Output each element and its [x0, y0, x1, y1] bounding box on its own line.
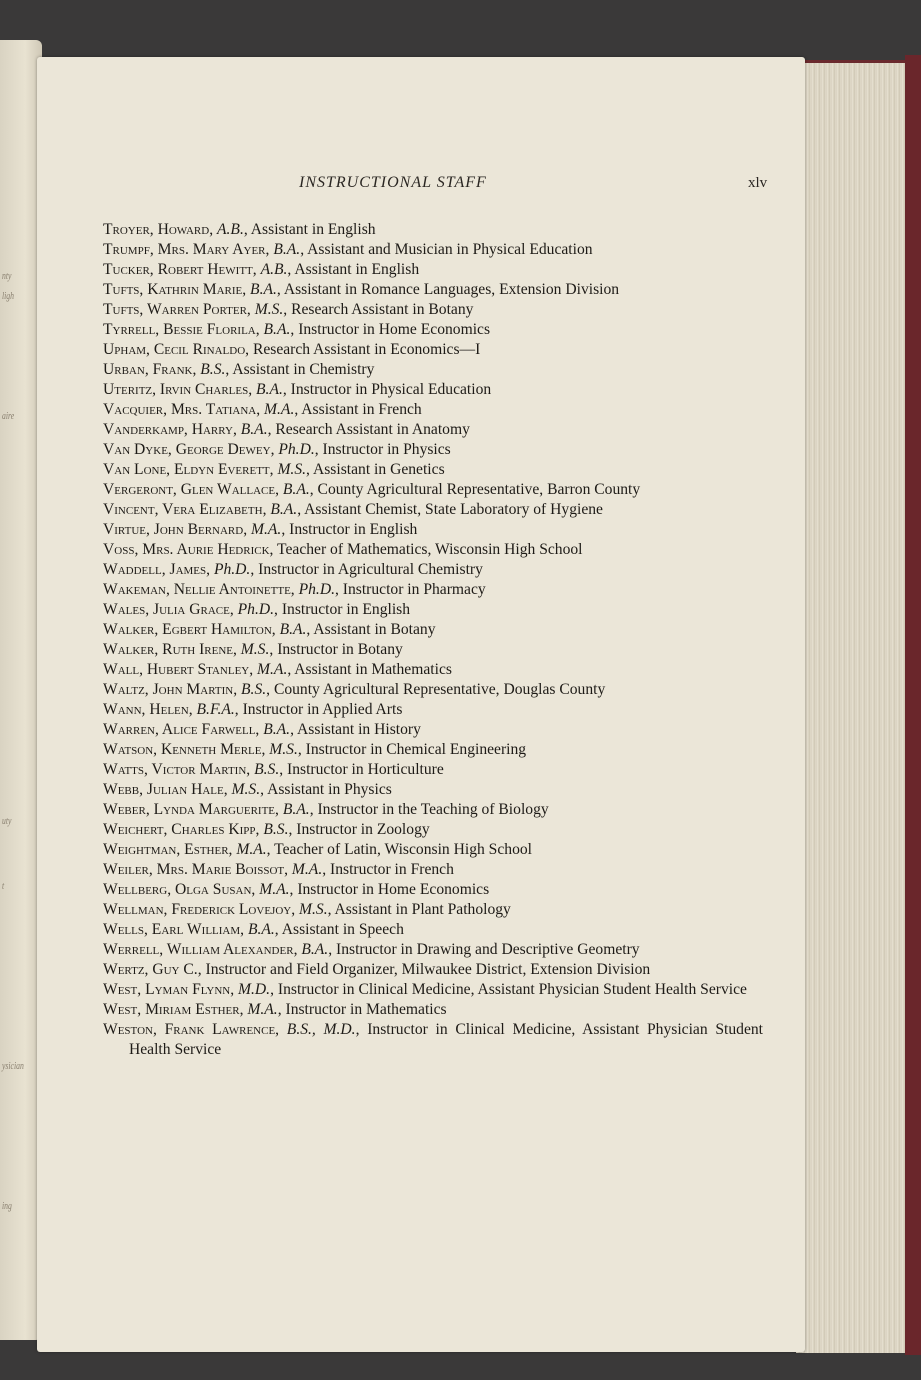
- staff-degree: M.S.: [231, 781, 261, 798]
- staff-role: Instructor in Home Economics: [298, 321, 491, 338]
- staff-role: Assistant in History: [297, 721, 421, 738]
- staff-role: Instructor in Mathematics: [285, 1001, 447, 1018]
- staff-role: Research Assistant in Economics—I: [252, 341, 481, 358]
- staff-entry: Tufts, Warren Porter, M.S., Research Assistant in Botany: [103, 301, 474, 318]
- staff-role: Assistant Chemist, State Laboratory of Hygiene: [304, 501, 603, 518]
- staff-name: Van Lone, Eldyn Everett: [103, 461, 270, 478]
- staff-name: West, Miriam Esther: [103, 1001, 240, 1018]
- left-page-fragment: t: [2, 880, 5, 892]
- staff-degree: M.A.: [291, 861, 323, 878]
- staff-role: Research Assistant in Botany: [291, 301, 474, 318]
- book-page-edges: [796, 60, 921, 1353]
- staff-role: Assistant in French: [301, 401, 422, 418]
- staff-degree: B.A.: [282, 481, 310, 498]
- staff-entry: West, Lyman Flynn, M.D., Instructor in Clinical Medicine, Assistant Physician Student Health Service: [103, 981, 747, 998]
- staff-role: Instructor in Botany: [277, 641, 403, 658]
- staff-entry: West, Miriam Esther, M.A., Instructor in Mathematics: [103, 1001, 447, 1018]
- book-page: [37, 57, 805, 1352]
- staff-name: Wakeman, Nellie Antoinette: [103, 581, 291, 598]
- staff-degree: M.S.: [254, 301, 284, 318]
- staff-degree: A.B.: [260, 261, 288, 278]
- staff-entry: Wall, Hubert Stanley, M.A., Assistant in Mathematics: [103, 661, 452, 678]
- staff-role: Teacher of Latin, Wisconsin High School: [274, 841, 533, 858]
- staff-role: Instructor in Chemical Engineering: [305, 741, 527, 758]
- staff-entry: Van Dyke, George Dewey, Ph.D., Instructor in Physics: [103, 441, 451, 458]
- staff-entry: Vergeront, Glen Wallace, B.A., County Agricultural Representative, Barron County: [103, 481, 641, 498]
- staff-entry: Vanderkamp, Harry, B.A., Research Assistant in Anatomy: [103, 421, 470, 438]
- staff-name: Vincent, Vera Elizabeth: [103, 501, 263, 518]
- staff-name: Tyrrell, Bessie Florila: [103, 321, 256, 338]
- staff-degree: B.S.: [263, 821, 289, 838]
- staff-role: Teacher of Mathematics, Wisconsin High School: [277, 541, 583, 558]
- staff-name: Wann, Helen: [103, 701, 189, 718]
- staff-name: Wertz, Guy C.: [103, 961, 198, 978]
- staff-degree: B.A.: [250, 281, 277, 298]
- staff-role: Assistant in Genetics: [312, 461, 445, 478]
- staff-role: Instructor in Drawing and Descriptive Geometry: [336, 941, 640, 958]
- staff-degree: B.A.: [247, 921, 275, 938]
- staff-name: Weiler, Mrs. Marie Boissot: [103, 861, 285, 878]
- staff-degree: Ph.D.: [237, 601, 275, 618]
- staff-name: Weichert, Charles Kipp: [103, 821, 256, 838]
- staff-role: Assistant in Speech: [281, 921, 404, 938]
- staff-degree: M.A.: [257, 661, 288, 678]
- staff-role: Instructor in Zoology: [296, 821, 430, 838]
- staff-name: Waltz, John Martin: [103, 681, 234, 698]
- staff-degree: B.A.: [263, 721, 291, 738]
- staff-role: Assistant in Mathematics: [294, 661, 452, 678]
- staff-entry: Waddell, James, Ph.D., Instructor in Agricultural Chemistry: [103, 561, 483, 578]
- staff-degree: B.S.: [200, 361, 226, 378]
- staff-name: Waddell, James: [103, 561, 207, 578]
- staff-name: Tucker, Robert Hewitt: [103, 261, 253, 278]
- staff-entry: Warren, Alice Farwell, B.A., Assistant in History: [103, 721, 421, 738]
- staff-name: Voss, Mrs. Aurie Hedrick: [103, 541, 270, 558]
- staff-role: Assistant in English: [250, 221, 376, 238]
- staff-degree: M.A.: [264, 401, 295, 418]
- left-page-fragment: ing: [2, 1200, 12, 1212]
- page-number: xlv: [748, 175, 768, 191]
- staff-name: Vanderkamp, Harry: [103, 421, 233, 438]
- staff-degree: Ph.D.: [278, 441, 315, 458]
- staff-list: [103, 220, 763, 1060]
- staff-name: Walker, Ruth Irene: [103, 641, 233, 658]
- staff-entry: Weightman, Esther, M.A., Teacher of Latin, Wisconsin High School: [103, 841, 533, 858]
- staff-name: Wellman, Frederick Lovejoy: [103, 901, 292, 918]
- staff-name: Watson, Kenneth Merle: [103, 741, 262, 758]
- staff-role: Assistant in Romance Languages, Extension Division: [283, 281, 620, 298]
- staff-name: Webb, Julian Hale: [103, 781, 224, 798]
- staff-name: Weightman, Esther: [103, 841, 229, 858]
- staff-degree: B.S.: [241, 681, 267, 698]
- staff-degree: B.A.: [273, 241, 301, 258]
- left-page-fragment: uty: [2, 815, 12, 827]
- staff-entry: Weiler, Mrs. Marie Boissot, M.A., Instructor in French: [103, 861, 454, 878]
- staff-entry: Wann, Helen, B.F.A., Instructor in Applied Arts: [103, 701, 403, 718]
- staff-degree: B.A.: [240, 421, 268, 438]
- staff-role: Instructor in Horticulture: [287, 761, 444, 778]
- staff-degree: M.A.: [247, 1001, 278, 1018]
- staff-role: Instructor in Pharmacy: [342, 581, 486, 598]
- staff-name: Weber, Lynda Marguerite: [103, 801, 276, 818]
- staff-degree: M.D.: [238, 981, 271, 998]
- left-page-fragment: ligh: [2, 290, 14, 302]
- staff-entry: Wakeman, Nellie Antoinette, Ph.D., Instructor in Pharmacy: [103, 581, 486, 598]
- staff-degree: B.A.: [270, 501, 298, 518]
- staff-entry: Trumpf, Mrs. Mary Ayer, B.A., Assistant and Musician in Physical Education: [103, 241, 593, 258]
- staff-role: Assistant in Botany: [313, 621, 436, 638]
- staff-role: Instructor in English: [289, 521, 418, 538]
- staff-name: Warren, Alice Farwell: [103, 721, 256, 738]
- staff-role: Assistant in English: [294, 261, 420, 278]
- staff-degree: M.A.: [236, 841, 267, 858]
- staff-entry: Tucker, Robert Hewitt, A.B., Assistant in English: [103, 261, 420, 278]
- staff-name: Tufts, Kathrin Marie: [103, 281, 243, 298]
- staff-name: Vacquier, Mrs. Tatiana: [103, 401, 257, 418]
- staff-degree: B.A.: [279, 621, 307, 638]
- staff-entry: Troyer, Howard, A.B., Assistant in English: [103, 221, 376, 238]
- staff-name: Urban, Frank: [103, 361, 193, 378]
- staff-role: Instructor in Applied Arts: [242, 701, 403, 718]
- staff-degree: M.S.: [277, 461, 307, 478]
- staff-entry: Weber, Lynda Marguerite, B.A., Instructor in the Teaching of Biology: [103, 801, 549, 818]
- staff-name: Wall, Hubert Stanley: [103, 661, 250, 678]
- staff-role: Instructor in Clinical Medicine, Assistant Physician Student Health Service: [277, 981, 747, 998]
- staff-role: Instructor in English: [281, 601, 411, 618]
- staff-degree: M.S.: [240, 641, 270, 658]
- staff-role: Instructor in the Teaching of Biology: [317, 801, 549, 818]
- staff-name: Troyer, Howard: [103, 221, 210, 238]
- staff-name: Uteritz, Irvin Charles: [103, 381, 249, 398]
- staff-role: Instructor in Physics: [322, 441, 451, 458]
- staff-degree: B.A.: [256, 381, 283, 398]
- staff-role: County Agricultural Representative, Douglas County: [273, 681, 606, 698]
- staff-degree: B.A.: [263, 321, 291, 338]
- staff-role: Instructor in Physical Education: [290, 381, 492, 398]
- staff-entry: Weichert, Charles Kipp, B.S., Instructor in Zoology: [103, 821, 430, 838]
- staff-name: Werrell, William Alexander: [103, 941, 294, 958]
- staff-entry: Webb, Julian Hale, M.S., Assistant in Physics: [103, 781, 392, 798]
- staff-entry: Upham, Cecil Rinaldo, Research Assistant in Economics—I: [103, 341, 481, 358]
- staff-role: Assistant and Musician in Physical Education: [307, 241, 593, 258]
- staff-entry: Waltz, John Martin, B.S., County Agricultural Representative, Douglas County: [103, 681, 606, 698]
- staff-degree: B.A.: [282, 801, 310, 818]
- staff-name: Virtue, John Bernard: [103, 521, 244, 538]
- staff-entry: Wellman, Frederick Lovejoy, M.S., Assistant in Plant Pathology: [103, 901, 511, 918]
- staff-name: Walker, Egbert Hamilton: [103, 621, 272, 638]
- staff-name: Trumpf, Mrs. Mary Ayer: [103, 241, 266, 258]
- staff-role: County Agricultural Representative, Barron County: [317, 481, 641, 498]
- staff-role: Instructor in Clinical Medicine, Assistant Physician Student Health Service: [129, 1021, 764, 1058]
- staff-degree: B.S.: [254, 761, 280, 778]
- staff-name: Wells, Earl William: [103, 921, 241, 938]
- running-title: INSTRUCTIONAL STAFF: [299, 174, 487, 191]
- staff-name: Upham, Cecil Rinaldo: [103, 341, 246, 358]
- staff-role: Assistant in Physics: [267, 781, 392, 798]
- staff-entry: Urban, Frank, B.S., Assistant in Chemistry: [103, 361, 375, 378]
- staff-name: Wales, Julia Grace: [103, 601, 230, 618]
- staff-entry: Virtue, John Bernard, M.A., Instructor in English: [103, 521, 418, 538]
- staff-entry: Weston, Frank Lawrence, B.S., M.D., Instructor in Clinical Medicine, Assistant Physician Student Health Service: [103, 1021, 764, 1058]
- staff-entry: Werrell, William Alexander, B.A., Instructor in Drawing and Descriptive Geometry: [103, 941, 640, 958]
- staff-degree: M.S.: [299, 901, 328, 918]
- staff-name: Tufts, Warren Porter: [103, 301, 247, 318]
- staff-entry: Voss, Mrs. Aurie Hedrick, Teacher of Mathematics, Wisconsin High School: [103, 541, 583, 558]
- staff-entry: Watson, Kenneth Merle, M.S., Instructor in Chemical Engineering: [103, 741, 527, 758]
- book-cover-edge: [905, 55, 921, 1355]
- staff-role: Instructor in Home Economics: [297, 881, 490, 898]
- staff-role: Assistant in Chemistry: [232, 361, 375, 378]
- staff-entry: Uteritz, Irvin Charles, B.A., Instructor in Physical Education: [103, 381, 492, 398]
- staff-entry: Walker, Egbert Hamilton, B.A., Assistant in Botany: [103, 621, 436, 638]
- staff-role: Research Assistant in Anatomy: [275, 421, 470, 438]
- staff-role: Instructor and Field Organizer, Milwaukee District, Extension Division: [205, 961, 651, 978]
- staff-degree: B.F.A.: [196, 701, 235, 718]
- staff-entry: Vacquier, Mrs. Tatiana, M.A., Assistant in French: [103, 401, 422, 418]
- staff-entry: Wells, Earl William, B.A., Assistant in Speech: [103, 921, 404, 938]
- staff-name: Weston, Frank Lawrence: [103, 1021, 276, 1038]
- staff-name: West, Lyman Flynn: [103, 981, 231, 998]
- page-header: [37, 174, 805, 198]
- staff-entry: Walker, Ruth Irene, M.S., Instructor in Botany: [103, 641, 403, 658]
- staff-role: Assistant in Plant Pathology: [334, 901, 511, 918]
- staff-name: Wellberg, Olga Susan: [103, 881, 252, 898]
- staff-degree: B.S., M.D.: [286, 1021, 356, 1038]
- left-page-fragment: aire: [2, 410, 15, 422]
- staff-degree: M.A.: [251, 521, 282, 538]
- staff-role: Instructor in French: [330, 861, 454, 878]
- staff-degree: A.B.: [217, 221, 244, 238]
- staff-name: Watts, Victor Martin: [103, 761, 247, 778]
- staff-degree: Ph.D.: [298, 581, 335, 598]
- staff-entry: Wellberg, Olga Susan, M.A., Instructor in Home Economics: [103, 881, 490, 898]
- staff-degree: M.S.: [269, 741, 298, 758]
- staff-entry: Wertz, Guy C., Instructor and Field Organizer, Milwaukee District, Extension Division: [103, 961, 651, 978]
- staff-entry: Vincent, Vera Elizabeth, B.A., Assistant Chemist, State Laboratory of Hygiene: [103, 501, 603, 518]
- staff-entry: Van Lone, Eldyn Everett, M.S., Assistant in Genetics: [103, 461, 445, 478]
- left-page-fragment: ysician: [2, 1060, 24, 1072]
- staff-degree: M.A.: [259, 881, 290, 898]
- staff-entry: Tyrrell, Bessie Florila, B.A., Instructor in Home Economics: [103, 321, 491, 338]
- staff-entry: Tufts, Kathrin Marie, B.A., Assistant in Romance Languages, Extension Division: [103, 281, 620, 298]
- left-page-fragment: nty: [2, 270, 12, 282]
- staff-role: Instructor in Agricultural Chemistry: [258, 561, 483, 578]
- staff-degree: B.A.: [301, 941, 329, 958]
- staff-name: Van Dyke, George Dewey: [103, 441, 271, 458]
- staff-degree: Ph.D.: [213, 561, 251, 578]
- staff-entry: Wales, Julia Grace, Ph.D., Instructor in English: [103, 601, 411, 618]
- left-page-edge: [0, 40, 42, 1340]
- staff-name: Vergeront, Glen Wallace: [103, 481, 276, 498]
- staff-entry: Watts, Victor Martin, B.S., Instructor in Horticulture: [103, 761, 444, 778]
